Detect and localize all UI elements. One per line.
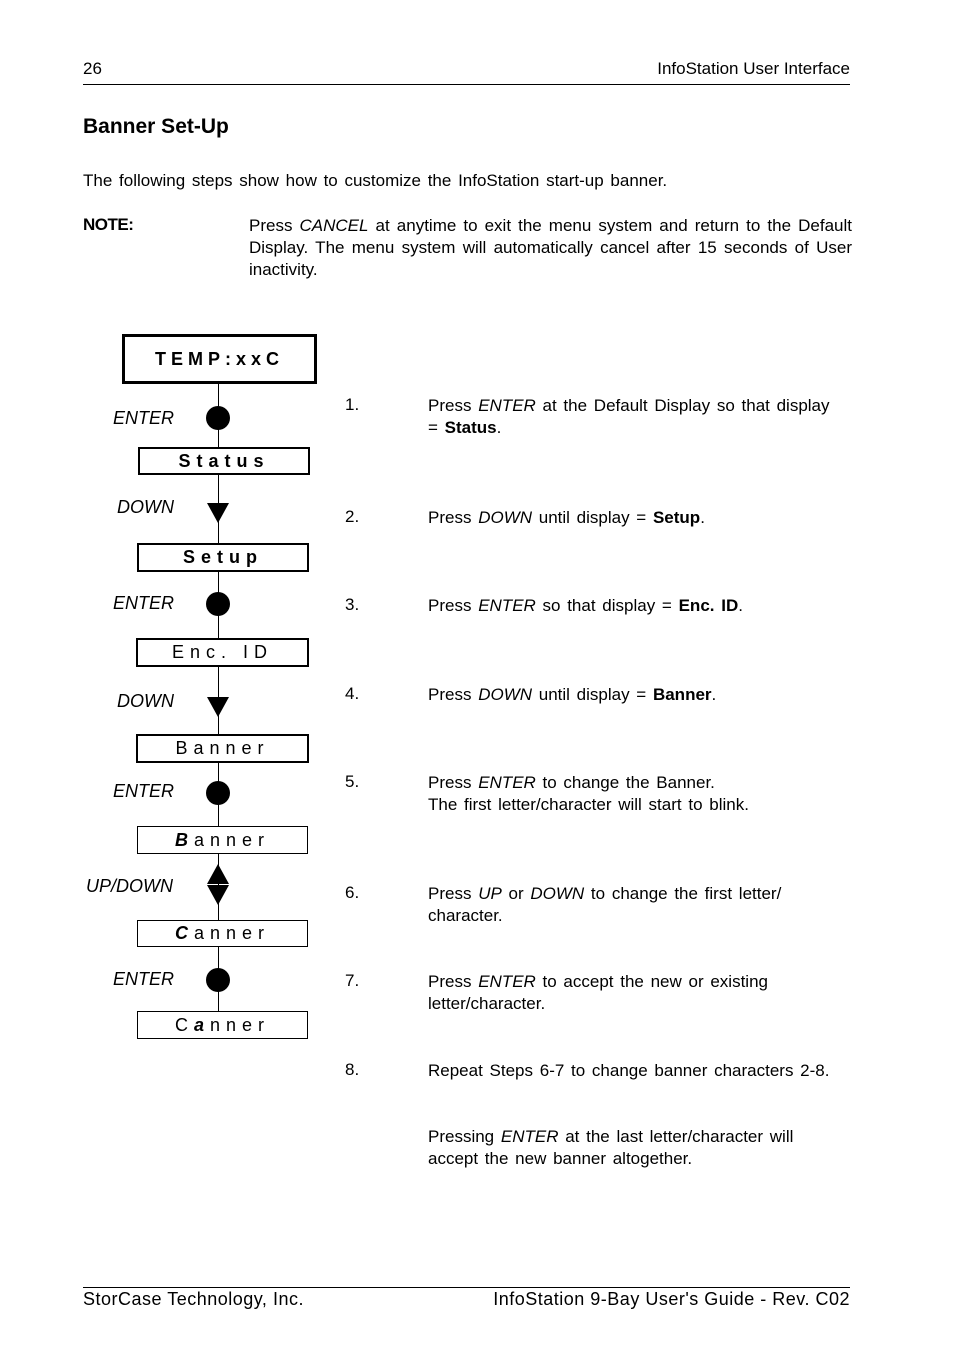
down-arrow-icon — [207, 885, 229, 905]
step-text: Press ENTER to accept the new or existing letter/character. — [428, 972, 768, 1013]
key-label-enter: ENTER — [113, 969, 175, 989]
up-arrow-icon — [207, 864, 229, 884]
step-text: Press DOWN until display = Setup. — [428, 508, 705, 527]
blinking-character: C — [174, 923, 194, 943]
step-number: 1. — [345, 395, 360, 414]
step-number: 5. — [345, 772, 360, 791]
step-text: Press ENTER so that display = Enc. ID. — [428, 596, 743, 615]
step-number: 8. — [345, 1060, 360, 1079]
display-status: Status — [138, 447, 310, 475]
page-number: 26 — [83, 59, 102, 78]
step-text: Press DOWN until display = Banner. — [428, 685, 717, 704]
step-text: Press UP or DOWN to change the first letter/ character. — [428, 884, 782, 925]
enter-key-icon — [206, 968, 230, 992]
step-text: Press ENTER at the Default Display so that display = Status. — [428, 396, 830, 437]
step-number: 3. — [345, 595, 360, 614]
enter-key-icon — [206, 406, 230, 430]
key-label-down: DOWN — [117, 497, 174, 517]
intro-text: The following steps show how to customize the InfoStation start-up banner. — [83, 171, 668, 190]
step-text: Press ENTER to change the Banner. The first letter/character will start to blink. — [428, 773, 749, 814]
key-label-down: DOWN — [117, 691, 174, 711]
step-text: Pressing ENTER at the last letter/character will accept the new banner altogether. — [428, 1127, 794, 1168]
display-banner-blinking: Banner — [137, 826, 308, 854]
footer-document: InfoStation 9-Bay User's Guide - Rev. C02 — [493, 1289, 850, 1309]
header-rule — [83, 84, 850, 85]
key-label-updown: UP/DOWN — [86, 876, 173, 896]
blinking-character: B — [174, 830, 194, 850]
display-setup: Setup — [137, 543, 309, 572]
display-canner-blinking: Canner — [137, 920, 308, 947]
step-number: 6. — [345, 883, 360, 902]
page-title: Banner Set-Up — [83, 115, 229, 138]
step-number: 4. — [345, 684, 360, 703]
enter-key-icon — [206, 781, 230, 805]
running-header: InfoStation User Interface — [657, 59, 850, 78]
display-banner: Banner — [136, 734, 309, 763]
display-temp: TEMP:xxC — [122, 334, 317, 384]
step-number: 7. — [345, 971, 360, 990]
note-text: Press CANCEL at anytime to exit the menu system and return to the Default Display. The menu system will automatically cancel after 15 seconds of User inactivity. — [249, 216, 852, 279]
note-key: CANCEL — [299, 216, 369, 235]
key-label-enter: ENTER — [113, 408, 175, 428]
step-number: 2. — [345, 507, 360, 526]
step-text: Repeat Steps 6-7 to change banner characters 2-8. — [428, 1061, 830, 1080]
note-label: NOTE: — [83, 215, 134, 234]
blinking-character: a — [193, 1015, 210, 1035]
key-label-enter: ENTER — [113, 781, 175, 801]
footer-company: StorCase Technology, Inc. — [83, 1289, 304, 1309]
key-label-enter: ENTER — [113, 593, 175, 613]
footer-rule — [83, 1287, 850, 1288]
display-enc-id: Enc. ID — [136, 638, 309, 667]
enter-key-icon — [206, 592, 230, 616]
display-canner-second: Canner — [137, 1011, 308, 1039]
down-arrow-icon — [207, 697, 229, 717]
down-arrow-icon — [207, 503, 229, 523]
